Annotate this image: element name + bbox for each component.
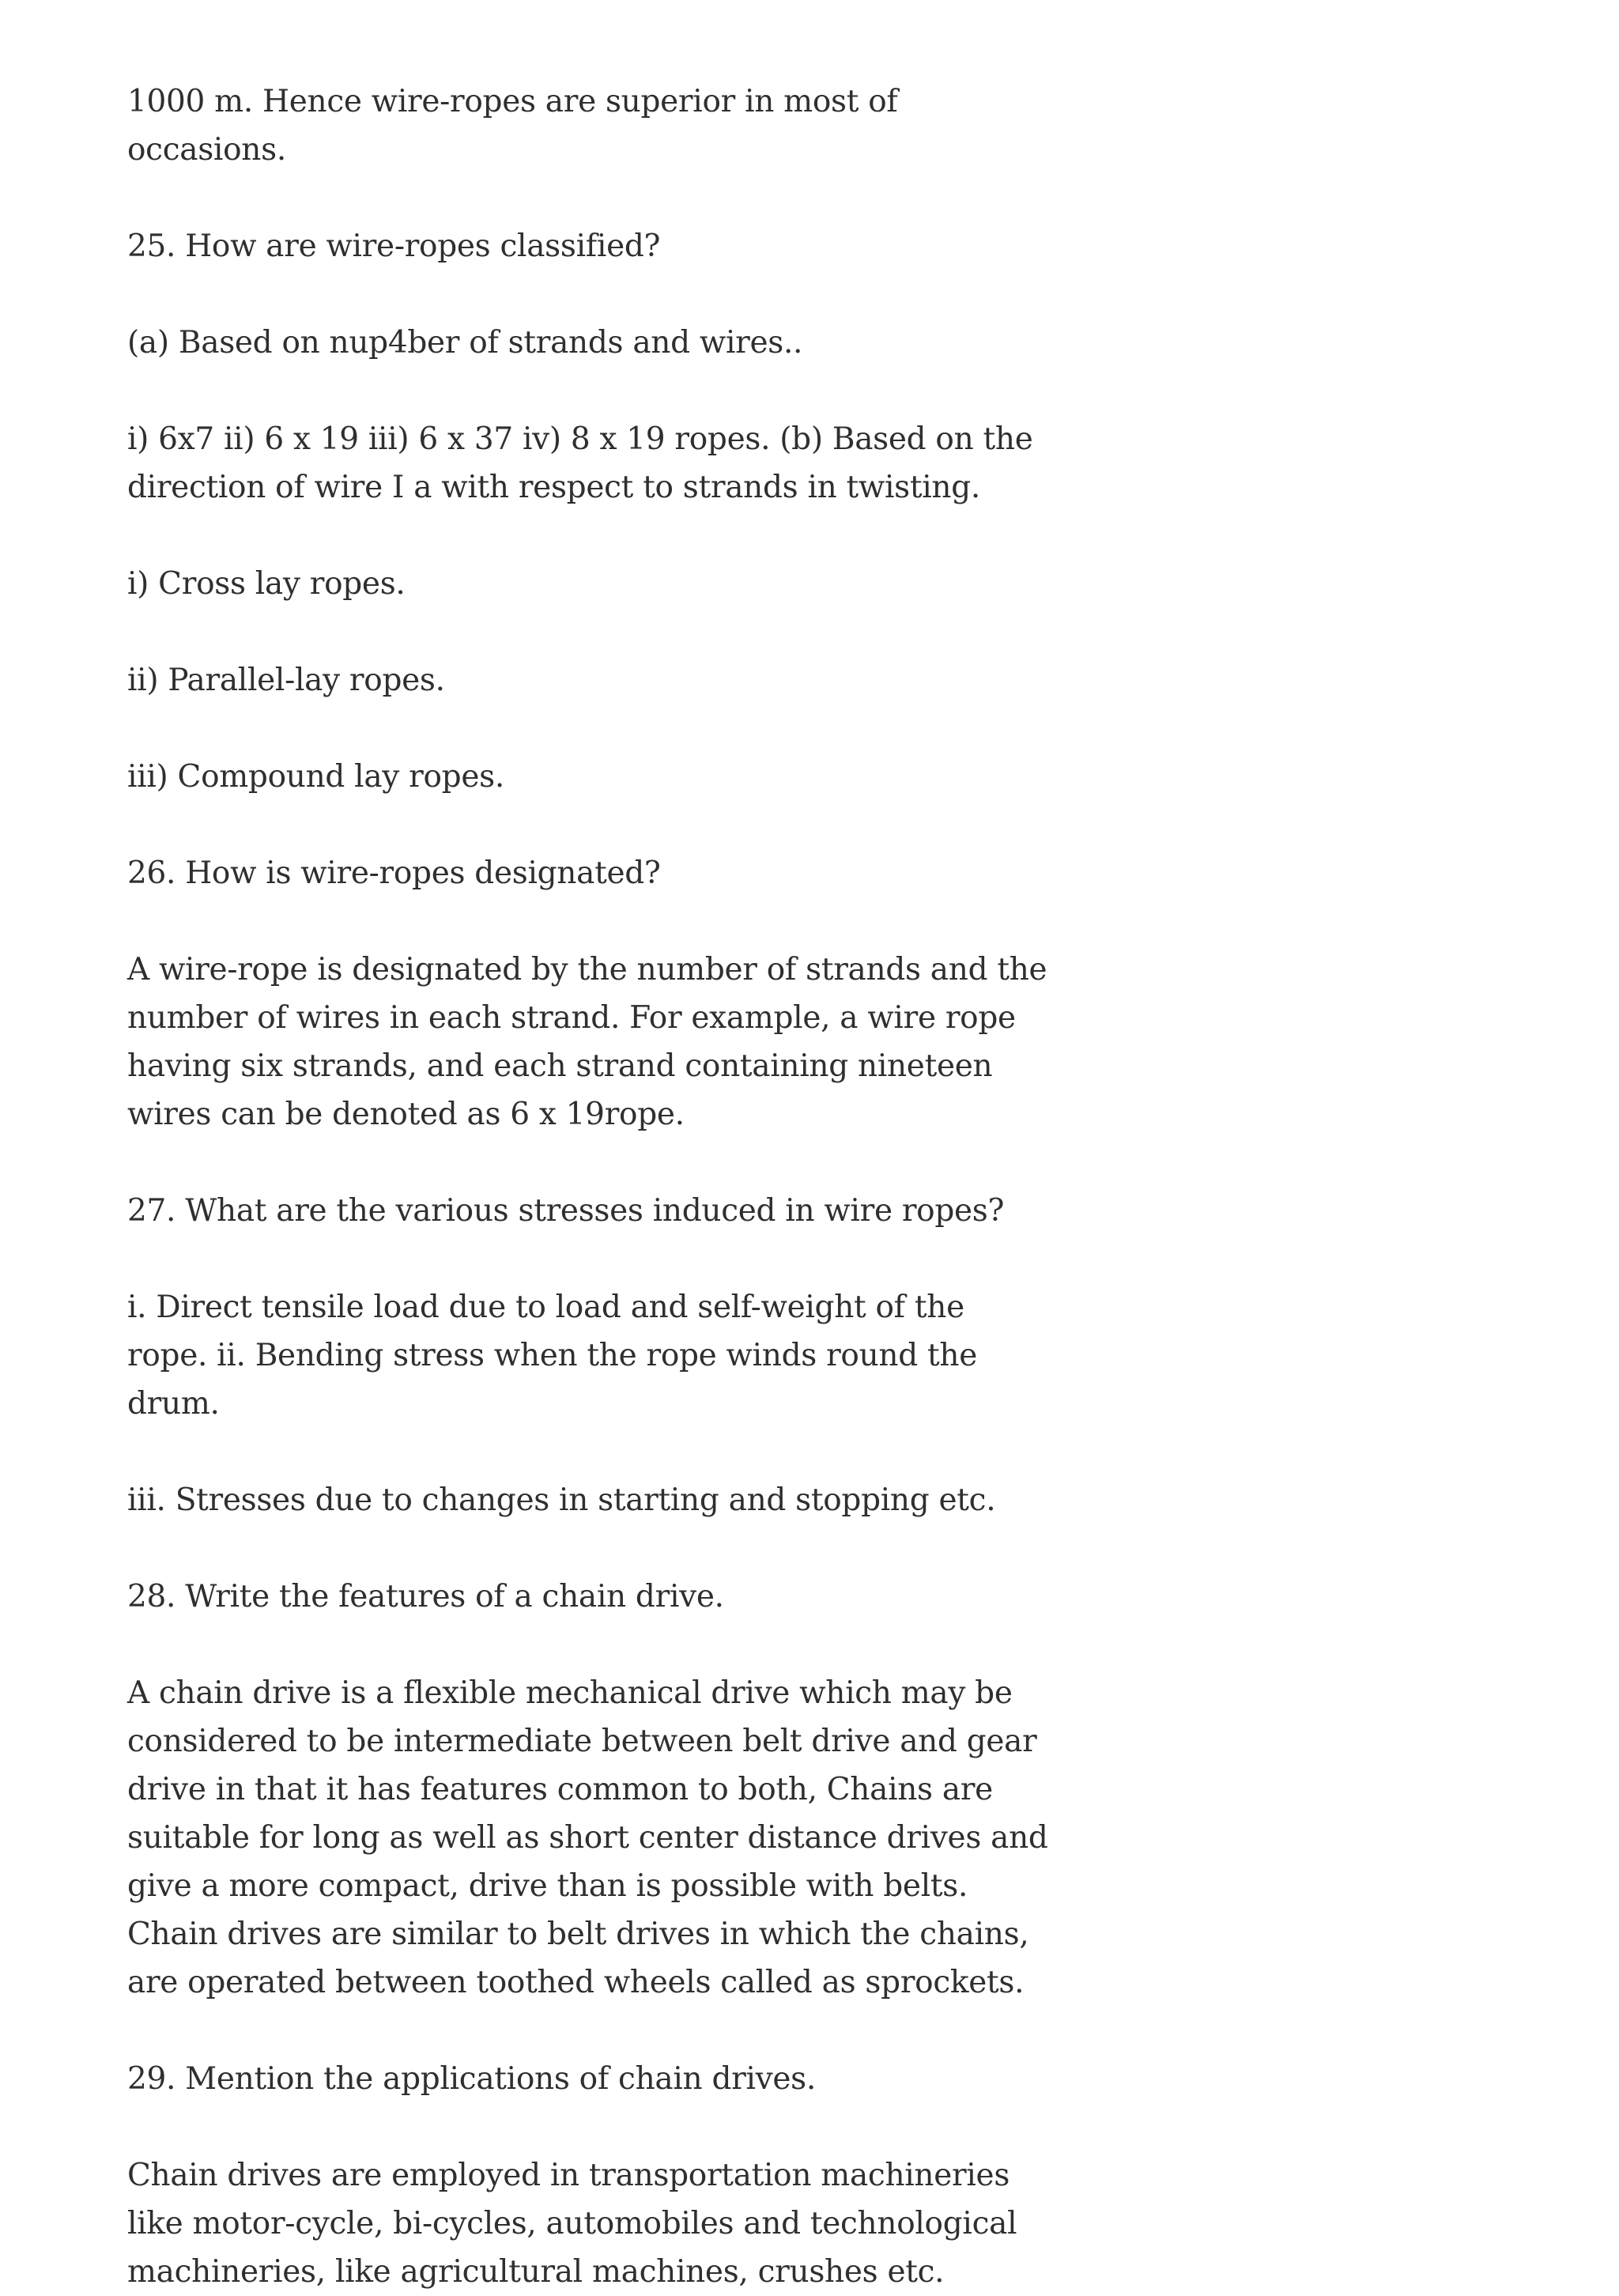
question-25-heading: 25. How are wire-ropes classified? <box>127 228 661 264</box>
answer-25-compound-lay: iii) Compound lay ropes. <box>127 759 504 795</box>
answer-25-parallel-lay: ii) Parallel-lay ropes. <box>127 663 445 698</box>
answer-29-text: Chain drives are employed in transportation machineries like motor-cycle, bi-cycles, automobiles and technological machineries, like agricultural machines, crushes etc. <box>127 2158 1017 2290</box>
answer-25-cross-lay: i) Cross lay ropes. <box>127 566 406 602</box>
answer-26-text: A wire-rope is designated by the number of strands and the number of wires in each strand. For example, a wire rope having six strands, and each strand containing nineteen wires can be denoted as 6 x 19rope. <box>127 952 1047 1132</box>
answer-27-part-1: i. Direct tensile load due to load and self-weight of the rope. ii. Bending stress when the rope winds round the drum. <box>127 1290 977 1422</box>
question-29-heading: 29. Mention the applications of chain drives. <box>127 2061 816 2097</box>
question-28-heading: 28. Write the features of a chain drive. <box>127 1579 724 1614</box>
question-27-heading: 27. What are the various stresses induced in wire ropes? <box>127 1193 1005 1229</box>
answer-28-text: A chain drive is a flexible mechanical drive which may be considered to be intermediate between belt drive and gear drive in that it has features common to both, Chains are suitable for long as well as short center distance drives and give a more compact, drive than is possible with belts. Chain drives are similar to belt drives in which the chains, are operated between toothed wheels called as sprockets. <box>127 1675 1048 2000</box>
answer-25-part-a: (a) Based on nup4ber of strands and wires.. <box>127 325 803 361</box>
answer-25-rope-types: i) 6x7 ii) 6 x 19 iii) 6 x 37 iv) 8 x 19 ropes. (b) Based on the direction of wire I a with respect to strands in twisting. <box>127 421 1033 505</box>
question-26-heading: 26. How is wire-ropes designated? <box>127 855 661 891</box>
document-body <box>127 77 1052 2296</box>
answer-27-part-2: iii. Stresses due to changes in starting and stopping etc. <box>127 1482 996 1518</box>
paragraph-continuation: 1000 m. Hence wire-ropes are superior in most of occasions. <box>127 84 898 168</box>
